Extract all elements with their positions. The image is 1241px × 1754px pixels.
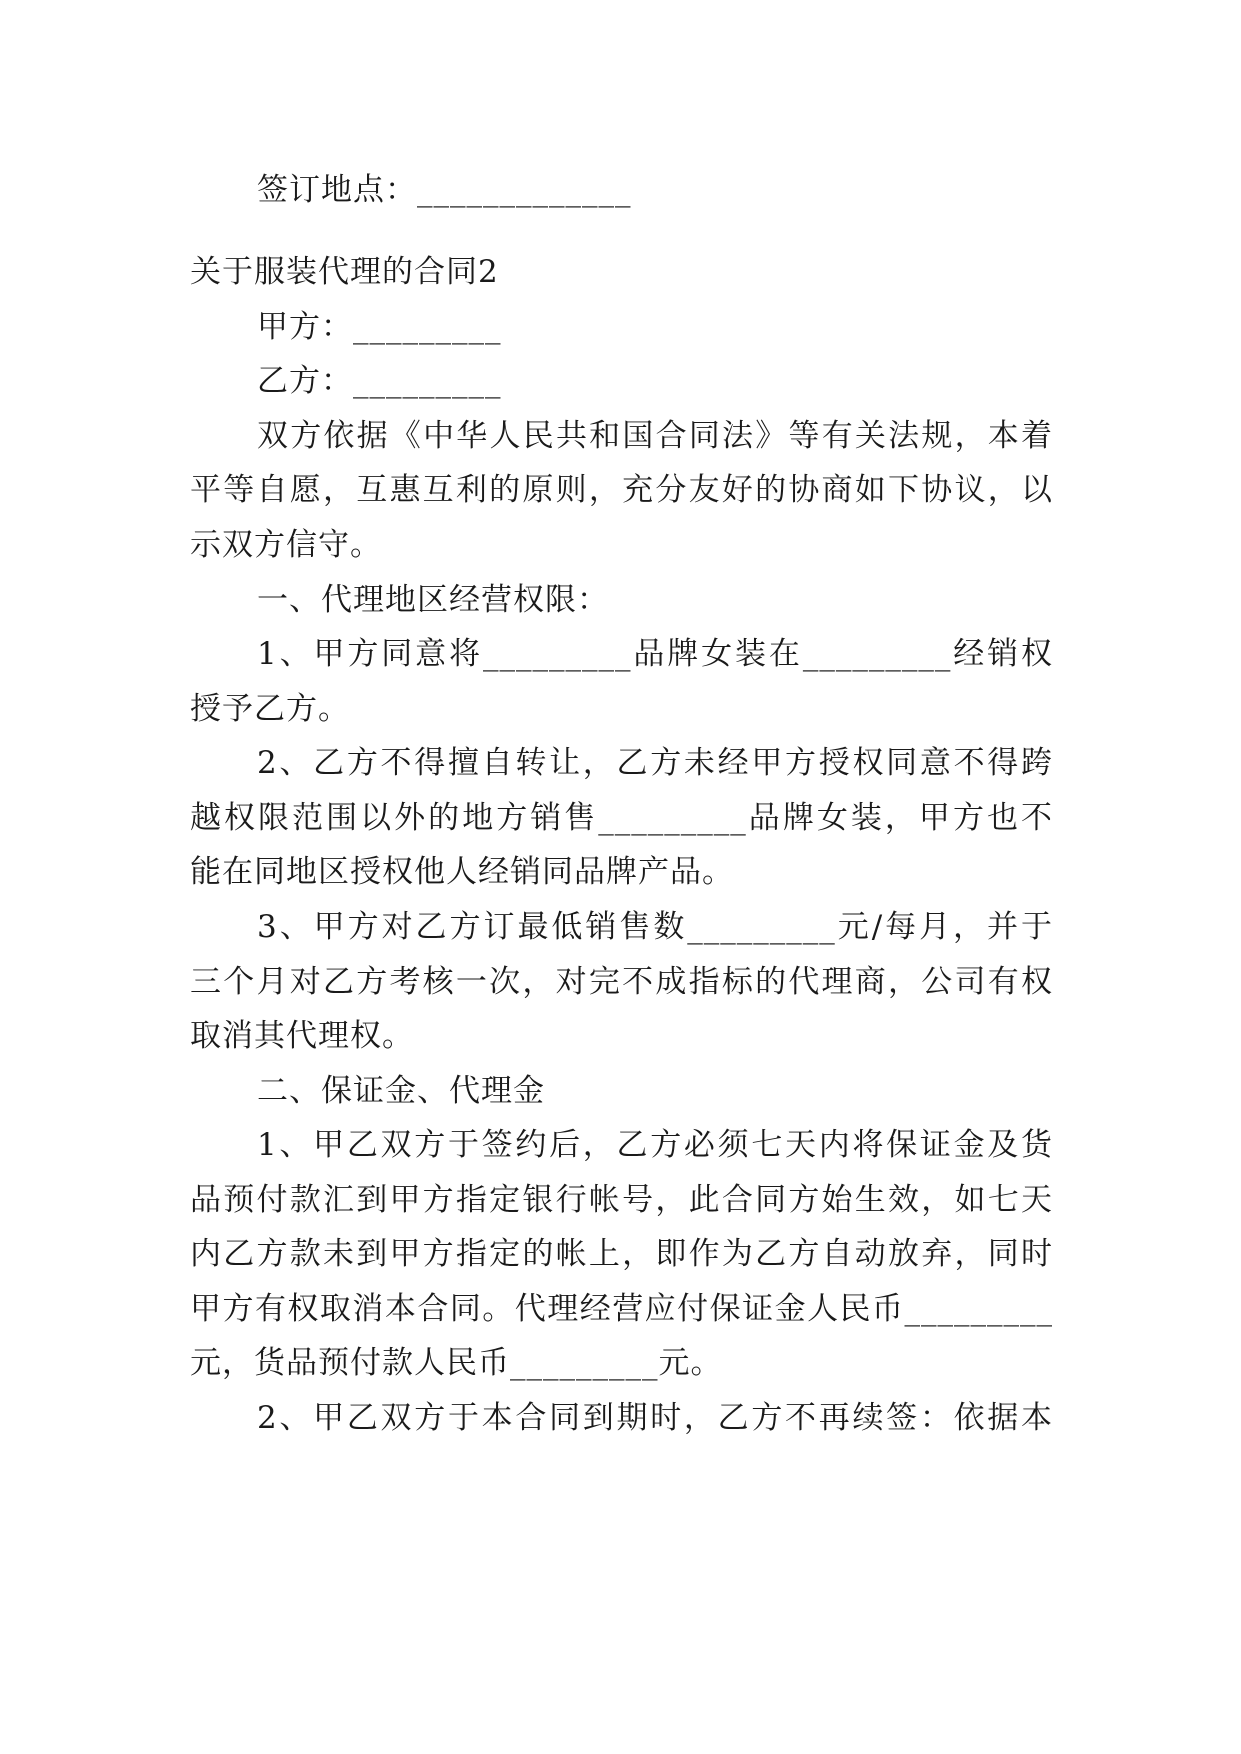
clause-2-1-line-3: 内乙方款未到甲方指定的帐上，即作为乙方自动放弃，同时	[190, 1236, 1053, 1272]
clause-1-2-line-1: 2、乙方不得擅自转让，乙方未经甲方授权同意不得跨	[257, 745, 1053, 781]
clause-1-3-line-3: 取消其代理权。	[190, 1018, 414, 1054]
clause-2-1-line-5: 元，货品预付款人民币_________元。	[190, 1345, 723, 1381]
preamble-line-3: 示双方信守。	[190, 527, 382, 563]
clause-1-3-line-1: 3、甲方对乙方订最低销售数_________元/每月，并于	[257, 909, 1053, 945]
section-2-heading: 二、保证金、代理金	[257, 1073, 545, 1109]
clause-1-1-line-1: 1、甲方同意将_________品牌女装在_________经销权	[257, 636, 1053, 672]
clause-1-1-line-2: 授予乙方。	[190, 691, 350, 727]
preamble-line-1: 双方依据《中华人民共和国合同法》等有关法规，本着	[257, 418, 1053, 454]
clause-2-1-line-4: 甲方有权取消本合同。代理经营应付保证金人民币_________	[190, 1291, 1053, 1327]
contract-title: 关于服装代理的合同2	[190, 254, 499, 290]
clause-2-1-line-2: 品预付款汇到甲方指定银行帐号，此合同方始生效，如七天	[190, 1182, 1053, 1218]
party-b-line: 乙方：_________	[257, 363, 502, 399]
preamble-line-2: 平等自愿，互惠互利的原则，充分友好的协商如下协议，以	[190, 472, 1053, 508]
clause-1-2-line-2: 越权限范围以外的地方销售_________品牌女装，甲方也不	[190, 800, 1053, 836]
clause-2-1-line-1: 1、甲乙双方于签约后，乙方必须七天内将保证金及货	[257, 1127, 1053, 1163]
section-1-heading: 一、代理地区经营权限：	[257, 582, 609, 618]
clause-2-2-line-1: 2、甲乙双方于本合同到期时，乙方不再续签：依据本	[257, 1400, 1053, 1436]
party-a-line: 甲方：_________	[257, 309, 502, 345]
clause-1-2-line-3: 能在同地区授权他人经销同品牌产品。	[190, 854, 734, 890]
clause-1-3-line-2: 三个月对乙方考核一次，对完不成指标的代理商，公司有权	[190, 964, 1053, 1000]
signing-place-line: 签订地点：_____________	[257, 172, 632, 208]
